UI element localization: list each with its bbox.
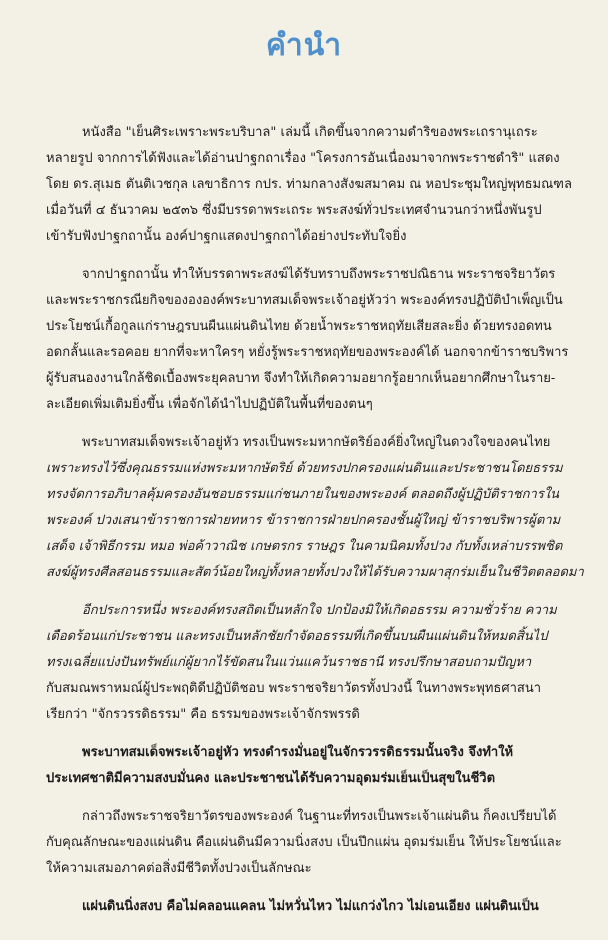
paragraph-3-line-1: พระบาทสมเด็จพระเจ้าอยู่หัว ทรงเป็นพระมหากษัตริย์องค์ยิ่งใหญ่ในดวงใจของคนไทย <box>82 435 551 450</box>
paragraph-3-line-4: พระองค์ ปวงเสนาข้าราชการฝ่ายทหาร ข้าราชการฝ่ายปกครองชั้นผู้ใหญ่ ข้าราชบริพารผู้ตาม <box>46 513 561 528</box>
paragraph-2-line-4: อดกลั้นและรอคอย ยากที่จะหาใครๆ หยั่งรู้พระราชหฤทัยของพระองค์ได้ นอกจากข้าราชบริพาร <box>46 345 569 360</box>
paragraph-1-line-5: เข้ารับฟังปาฐกถานั้น องค์ปาฐกแสดงปาฐกถาได้อย่างประทับใจยิ่ง <box>46 229 407 244</box>
paragraph-7-line-1: แผ่นดินนิ่งสงบ คือไม่คลอนแคลน ไม่หวั่นไหว ไม่แกว่งไกว ไม่เอนเอียง แผ่นดินเป็น <box>82 899 539 914</box>
paragraph-6-line-3: ให้ความเสมอภาคต่อสิ่งมีชีวิตทั้งปวงเป็นลักษณะ <box>46 861 312 876</box>
paragraph-4-line-1: อีกประการหนึ่ง พระองค์ทรงสถิตเป็นหลักใจ ปกป้องมิให้เกิดอธรรม ความชั่วร้าย ความ <box>82 603 557 618</box>
page-title: คำนำ <box>265 28 343 63</box>
paragraph-1-line-3: โดย ดร.สุเมธ ตันติเวชกุล เลขาธิการ กปร. ท่ามกลางสังฆสมาคม ณ หอประชุมใหญ่พุทธมณฑล <box>46 177 572 192</box>
paragraph-6-line-1: กล่าวถึงพระราชจริยาวัตรของพระองค์ ในฐานะที่ทรงเป็นพระเจ้าแผ่นดิน ก็คงเปรียบได้ <box>82 809 557 824</box>
paragraph-4-line-2: เดือดร้อนแก่ประชาชน และทรงเป็นหลักชัยกำจัดอธรรมที่เกิดขึ้นบนผืนแผ่นดินให้หมดสิ้นไป <box>46 629 548 644</box>
paragraph-3-line-2: เพราะทรงไว้ซึ่งคุณธรรมแห่งพระมหากษัตริย์ ด้วยทรงปกครองแผ่นดินและประชาชนโดยธรรม <box>46 461 563 476</box>
paragraph-6-line-2: กับคุณลักษณะของแผ่นดิน คือแผ่นดินมีความนิ่งสงบ เป็นปึกแผ่น อุดมร่มเย็น ให้ประโยชน์และ <box>46 835 562 850</box>
paragraph-3-line-6: สงฆ์ผู้ทรงศีลสอนธรรมและสัตว์น้อยใหญ่ทั้งหลายทั้งปวงให้ได้รับความผาสุกร่มเย็นในชีวิตตลอดมา <box>46 565 584 580</box>
paragraph-4-line-5: เรียกว่า "จักรวรรดิธรรม" คือ ธรรมของพระเจ้าจักรพรรดิ <box>46 707 360 722</box>
paragraph-2-line-2: และพระราชกรณียกิจของององค์พระบาทสมเด็จพระเจ้าอยู่หัวว่า พระองค์ทรงปฏิบัติบำเพ็ญเป็น <box>46 293 563 308</box>
paragraph-1-line-2: หลายรูป จากการได้ฟังและได้อ่านปาฐกถาเรื่อง "โครงการอันเนื่องมาจากพระราชดำริ" แสดง <box>46 151 560 166</box>
paragraph-1-line-4: เมื่อวันที่ ๔ ธันวาคม ๒๕๓๖ ซึ่งมีบรรดาพระเถระ พระสงฆ์ทั่วประเทศจำนวนกว่าหนึ่งพันรูป <box>46 203 542 218</box>
paragraph-3-line-3: ทรงจัดการอภิบาลคุ้มครองอันชอบธรรมแก่ชนภายในของพระองค์ ตลอดถึงผู้ปฏิบัติราชการใน <box>46 487 560 502</box>
paragraph-3-line-5: เสด็จ เจ้าพิธีกรรม หมอ พ่อค้าวาณิช เกษตรกร ราษฎร ในคามนิคมทั้งปวง กับทั้งเหล่าบรรพชิต <box>46 539 563 554</box>
paragraph-5-line-2: ประเทศชาติมีความสงบมั่นคง และประชาชนได้รับความอุดมร่มเย็นเป็นสุขในชีวิต <box>46 771 496 786</box>
paragraph-5-line-1: พระบาทสมเด็จพระเจ้าอยู่หัว ทรงดำรงมั่นอยู่ในจักรวรรดิธรรมนั้นจริง จึงทำให้ <box>82 745 514 760</box>
paragraph-2-line-6: ละเอียดเพิ่มเติมยิ่งขึ้น เพื่อจักได้นำไปปฏิบัติในพื้นที่ของตนๆ <box>46 397 373 412</box>
paragraph-2-line-5: ผู้รับสนองงานใกล้ชิดเบื้องพระยุคลบาท จึงทำให้เกิดความอยากรู้อยากเห็นอยากศึกษาในราย- <box>46 371 556 386</box>
paragraph-4-line-4: กับสมณพราหมณ์ผู้ประพฤติดีปฏิบัติชอบ พระราชจริยาวัตรทั้งปวงนี้ ในทางพระพุทธศาสนา <box>46 681 542 696</box>
paragraph-1-line-1: หนังสือ "เย็นศิระเพราะพระบริบาล" เล่มนี้ เกิดขึ้นจากความดำริของพระเถรานุเถระ <box>82 125 538 140</box>
paragraph-4-line-3: ทรงเฉลี่ยแบ่งปันทรัพย์แก่ผู้ยากไร้ขัดสนในแว่นแคว้นราชธานี ทรงปรึกษาสอบถามปัญหา <box>46 655 532 670</box>
paragraph-2-line-1: จากปาฐกถานั้น ทำให้บรรดาพระสงฆ์ได้รับทราบถึงพระราชปณิธาน พระราชจริยาวัตร <box>82 267 556 282</box>
paragraph-2-line-3: ประโยชน์เกื้อกูลแก่ราษฎรบนผืนแผ่นดินไทย ด้วยน้ำพระราชหฤทัยเสียสละยิ่ง ด้วยทรงอดทน <box>46 319 552 334</box>
